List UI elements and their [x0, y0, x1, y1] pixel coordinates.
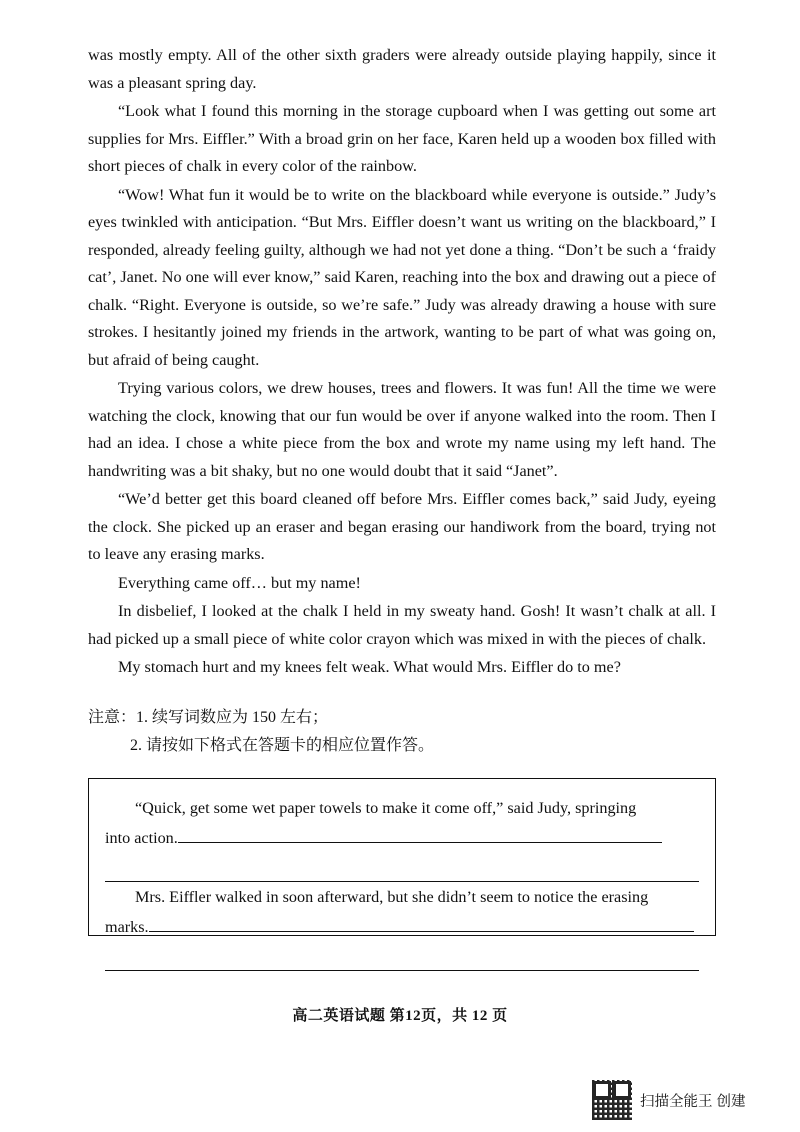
writing-rule[interactable]	[149, 914, 694, 932]
continuation-prompt-1	[105, 793, 699, 823]
paragraph: Trying various colors, we drew houses, trees and flowers. It was fun! All the time we were watching the clock, knowing that our fun would be over if anyone walked into the room. Then I had an idea. I chose a white piece from the box and wrote my name using my left hand. The handwriting was a bit shaky, but no one would doubt that it said “Janet”.	[88, 379, 716, 480]
continuation-prompt-1-text: “Quick, get some wet paper towels to make it come off,” said Judy, springing	[135, 798, 637, 817]
paragraph: “Look what I found this morning in the storage cupboard when I was getting out some art supplies for Mrs. Eiffler.” With a broad grin on her face, Karen held up a wooden box filled with short pieces of chalk in every color of the rainbow.	[88, 102, 716, 175]
watermark	[592, 1080, 746, 1120]
continuation-prompt-2	[105, 882, 699, 912]
continuation-prompt-1-cont: into action.	[105, 828, 178, 847]
answer-box	[88, 778, 716, 936]
writing-rule[interactable]	[178, 825, 662, 843]
continuation-prompt-2-text: Mrs. Eiffler walked in soon afterward, but she didn’t seem to notice the erasing	[135, 887, 649, 906]
instruction-line-1: 注意：1. 续写词数应为 150 左右；	[88, 708, 329, 726]
paragraph: “Wow! What fun it would be to write on the blackboard while everyone is outside.” Judy’s eyes twinkled with anticipation. “But Mrs. Eiffler doesn’t want us writing on the blackboard,” I responded, already feeling guilty, although we had not yet done a thing. “Don’t be such a ‘fraidy cat’, Janet. No one will ever know,” said Karen, reaching into the box and drawing out a piece of chalk. “Right. Everyone is outside, so we’re safe.” Judy was already drawing a house with sure strokes. I hesitantly joined my friends in the artwork, wanting to be part of what was going on, but afraid of being caught.	[88, 185, 716, 369]
watermark-label: 扫描全能王 创建	[640, 1093, 746, 1110]
continuation-prompt-2-cont: marks.	[105, 917, 149, 936]
writing-rule[interactable]	[105, 853, 699, 882]
instructions-block	[88, 704, 716, 760]
paragraph: My stomach hurt and my knees felt weak. What would Mrs. Eiffler do to me?	[118, 658, 621, 676]
continuation-prompt-1-line	[105, 823, 699, 853]
document-body	[88, 42, 716, 936]
instruction-line-2: 2. 请按如下格式在答题卡的相应位置作答。	[130, 736, 435, 754]
paragraph: Everything came off… but my name!	[118, 573, 361, 592]
paragraph: “We’d better get this board cleaned off before Mrs. Eiffler comes back,” said Judy, eyeing the clock. She picked up an eraser and began erasing our handiwork from the board, trying not to leave any erasing marks.	[88, 490, 716, 563]
qr-code-icon	[592, 1080, 632, 1120]
writing-rule[interactable]	[105, 942, 699, 971]
page-footer: 高二英语试题 第12页，共 12 页	[292, 1008, 508, 1024]
paragraph: was mostly empty. All of the other sixth graders were already outside playing happily, since it was a pleasant spring day.	[88, 46, 716, 92]
paragraph: In disbelief, I looked at the chalk I held in my sweaty hand. Gosh! It wasn’t chalk at all. I had picked up a small piece of white color crayon which was mixed in with the pieces of chalk.	[88, 602, 716, 648]
continuation-prompt-2-line	[105, 912, 699, 942]
